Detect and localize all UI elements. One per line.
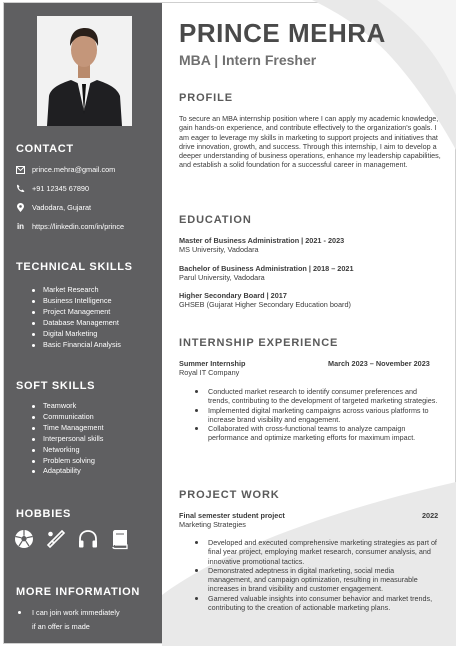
soft-skill-item: Problem solving [32, 456, 104, 467]
technical-skill-item: Digital Marketing [32, 329, 121, 340]
technical-skill-item: Basic Financial Analysis [32, 340, 121, 351]
more-information-text [28, 606, 153, 634]
project-bullets [195, 538, 440, 612]
technical-skill-item: Market Research [32, 285, 121, 296]
headphones-icon [77, 528, 99, 550]
education-title-mba: Master of Business Administration | 2021 - 2023 [179, 236, 345, 245]
soft-skill-item: Interpersonal skills [32, 434, 104, 445]
experience-bullet: Collaborated with cross-functional teams to analyze campaign performance and optimize marketing efforts for maximum impact. [195, 424, 440, 443]
project-heading: PROJECT WORK [179, 489, 280, 501]
experience-bullet: Implemented digital marketing campaigns across various platforms to increase brand visibility and engagement. [195, 406, 440, 425]
technical-skill-item: Database Management [32, 318, 121, 329]
profile-photo [37, 16, 132, 126]
hobbies-icons [13, 528, 131, 550]
soft-skill-item: Communication [32, 412, 104, 423]
education-institution-bba: Parul University, Vadodara [179, 273, 265, 282]
candidate-name: PRINCE MEHRA [179, 18, 386, 48]
education-institution-hsc: GHSEB (Gujarat Higher Secondary Education board) [179, 300, 351, 309]
education-heading: EDUCATION [179, 214, 252, 226]
experience-role: Summer Internship [179, 359, 246, 368]
contact-email[interactable] [16, 165, 115, 174]
technical-skill-item: Project Management [32, 307, 121, 318]
technical-skill-item: Business Intelligence [32, 296, 121, 307]
contact-linkedin-text: https://linkedin.com/in/prince [32, 222, 125, 231]
soft-skills-list [32, 401, 104, 477]
technical-skills-list [32, 285, 121, 350]
soft-skill-item: Networking [32, 445, 104, 456]
soft-skill-item: Teamwork [32, 401, 104, 412]
contact-phone[interactable] [16, 184, 89, 193]
project-subject: Marketing Strategies [179, 520, 246, 529]
contact-heading: CONTACT [16, 143, 74, 155]
project-bullet: Demonstrated adeptness in digital marketing, social media management, and campaign optimization, resulting in measurable increases in brand visibility and customer engagement. [195, 566, 440, 594]
phone-icon [16, 184, 25, 193]
experience-company: Royal IT Company [179, 368, 240, 377]
experience-bullet: Conducted market research to identify consumer preferences and trends, contributing to the development of targeted marketing strategies. [195, 387, 440, 406]
hobbies-heading: HOBBIES [16, 508, 72, 520]
contact-location-text: Vadodara, Gujarat [32, 203, 92, 212]
project-bullet: Garnered valuable insights into consumer behavior and market trends, contributing to the creation of actionable marketing plans. [195, 594, 440, 613]
soft-skill-item: Adaptability [32, 466, 104, 477]
linkedin-icon: in [16, 222, 25, 231]
candidate-subtitle: MBA | Intern Fresher [179, 52, 317, 68]
experience-heading: INTERNSHIP EXPERIENCE [179, 337, 339, 349]
email-icon [16, 165, 25, 174]
bullet-dot [18, 611, 21, 614]
project-bullet: Developed and executed comprehensive marketing strategies as part of final year project, employing market research, consumer analysis, and innovative promotional tactics. [195, 538, 440, 566]
more-information-line2: if an offer is made [32, 622, 90, 631]
profile-text: To secure an MBA internship position where I can apply my academic knowledge, gain hands-on experience, and contribute effectively to the organization's goals. I am eager to leverage my skills in marketing to support projects and initiatives that drive innovation, growth, and success. Through this internship, I aim to develop a deeper understanding of business operations, enhance my leadership capabilities, and establish a solid foundation for a successful career in management. [179, 114, 441, 170]
contact-linkedin[interactable] [16, 222, 124, 231]
education-title-hsc: Higher Secondary Board | 2017 [179, 291, 287, 300]
project-title: Final semester student project [179, 511, 285, 520]
technical-skills-heading: TECHNICAL SKILLS [16, 261, 133, 273]
more-information-heading: MORE INFORMATION [16, 586, 141, 598]
soft-skills-heading: SOFT SKILLS [16, 380, 96, 392]
education-institution-mba: MS University, Vadodara [179, 245, 259, 254]
profile-heading: PROFILE [179, 92, 233, 104]
location-pin-icon [16, 203, 25, 212]
contact-location [16, 203, 91, 212]
soft-skill-item: Time Management [32, 423, 104, 434]
book-icon [109, 528, 131, 550]
experience-bullets [195, 387, 440, 443]
more-information-line1: I can join work immediately [32, 608, 120, 617]
experience-dates: March 2023 – November 2023 [328, 359, 430, 368]
contact-phone-text: +91 12345 67890 [32, 184, 90, 193]
football-icon [13, 528, 35, 550]
education-title-bba: Bachelor of Business Administration | 2018 – 2021 [179, 264, 354, 273]
project-year: 2022 [422, 511, 439, 520]
cricket-icon [45, 528, 67, 550]
contact-email-text: prince.mehra@gmail.com [32, 165, 116, 174]
